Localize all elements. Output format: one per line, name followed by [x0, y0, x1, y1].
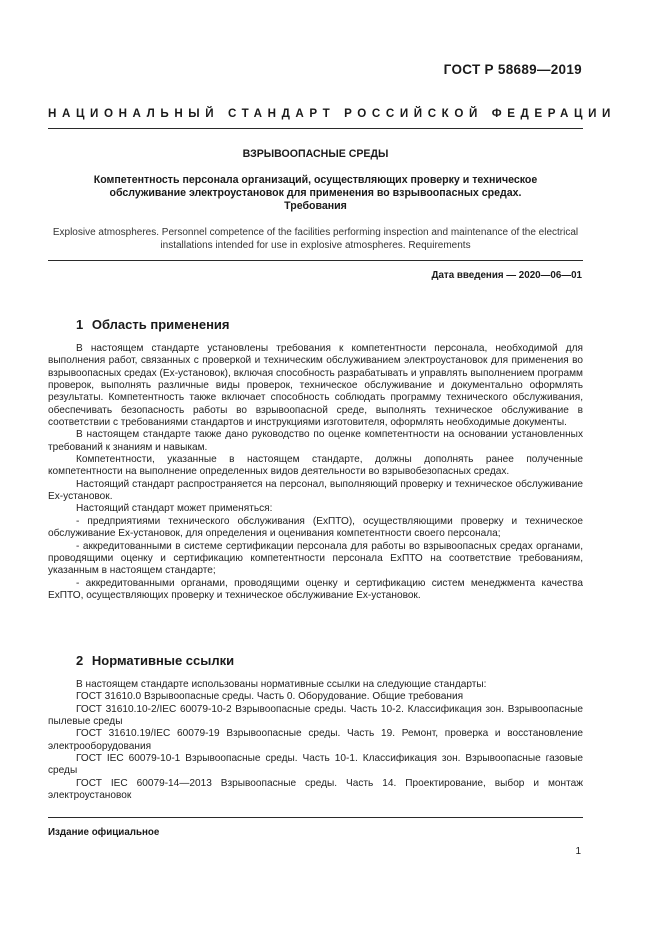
russian-title-line: Компетентность персонала организаций, осуществляющих проверку и техническое: [93, 174, 538, 186]
official-edition-label: Издание официальное: [48, 827, 160, 838]
reference-item: ГОСТ IEC 60079-10-1 Взрывоопасные среды. Часть 10-1. Классификация зон. Взрывоопасные газовые среды: [48, 753, 583, 777]
section-2-body: [48, 679, 583, 802]
header-rule: [48, 128, 583, 129]
reference-item: ГОСТ 31610.10-2/IEC 60079-10-2 Взрывоопасные среды. Часть 10-2. Классификация зон. Взрывоопасные пылевые среды: [48, 703, 583, 728]
paragraph: Настоящий стандарт может применяться:: [76, 503, 273, 515]
national-standard-heading: НАЦИОНАЛЬНЫЙ СТАНДАРТ РОССИЙСКОЙ ФЕДЕРАЦИИ: [48, 107, 616, 120]
english-title-line: installations intended for use in explosive atmospheres. Requirements: [160, 239, 471, 251]
russian-title-line: обслуживание электроустановок для применения во взрывоопасных средах.: [109, 187, 522, 200]
section-title: Область применения: [91, 317, 230, 332]
reference-item: ГОСТ IEC 60079-14—2013 Взрывоопасные среды. Часть 14. Проектирование, выбор и монтаж электроустановок: [48, 777, 583, 802]
page-number: 1: [575, 846, 581, 857]
paragraph: В настоящем стандарте использованы нормативные ссылки на следующие стандарты:: [76, 679, 487, 690]
standard-code: ГОСТ Р 58689—2019: [443, 62, 582, 77]
russian-title-line: Требования: [284, 200, 347, 213]
paragraph: В настоящем стандарте установлены требования к компетентности персонала, необходимой для выполнения работ, связанных с проверкой и техническим обслуживанием электроустановок для применения во взрывоопасных средах (Ex-установок), включая способность разрабатывать и управлять выполнением программ проверок, выполнять различные виды проверок, техническое обслуживание и документально оформлять результаты. Компетентность также включает способность соблюдать программу технического обслуживания, обеспечивать безопасность работы во взрывоопасной среде, выполнять техническое обслуживание в соответствии с требованиями стандартов и инструкциями изготовителя, оформлять необходимые документы.: [48, 343, 583, 429]
russian-title: [48, 174, 583, 214]
english-title: [48, 227, 583, 252]
section-1-body: [48, 343, 583, 602]
paragraph: Настоящий стандарт распространяется на персонал, выполняющий проверку и техническое обслуживание Ex-установок.: [48, 478, 583, 503]
introduction-date: Дата введения — 2020—06—01: [431, 270, 582, 281]
section-number: 1: [76, 317, 84, 332]
section-1-heading: [76, 317, 230, 332]
reference-item: ГОСТ 31610.0 Взрывоопасные среды. Часть 0. Оборудование. Общие требования: [76, 691, 464, 703]
footer-rule: [48, 817, 583, 818]
list-item: - аккредитованными органами, проводящими оценку и сертификацию систем менеджмента качества ExПТО, осуществляющих проверку и техническое обслуживание Ex-установок.: [48, 577, 583, 601]
list-item: - предприятиями технического обслуживания (ExПТО), осуществляющими проверку и техническое обслуживание Ex-установок, для определения и оценивания компетентности своего персонала;: [48, 515, 583, 540]
section-title: Нормативные ссылки: [91, 653, 235, 668]
list-item: - аккредитованными в системе сертификации персонала для работы во взрывоопасных средах органами, проводящими оценку и сертификацию компетентности персонала ExПТО на соответствие требованиям, указанным в настоящем стандарте;: [48, 540, 583, 577]
paragraph: В настоящем стандарте также дано руководство по оценке компетентности на основании установленных требований к знаниям и навыкам.: [48, 429, 583, 453]
title-rule: [48, 260, 583, 261]
section-2-heading: [76, 653, 234, 668]
category-title: ВЗРЫВООПАСНЫЕ СРЕДЫ: [242, 148, 389, 160]
paragraph: Компетентности, указанные в настоящем стандарте, должны дополнять ранее полученные компетентности на выполнение определенных видов деятельности во взрывобезопасных средах.: [48, 454, 583, 478]
section-number: 2: [76, 653, 84, 668]
english-title-line: Explosive atmospheres. Personnel competence of the facilities performing inspection and maintenance of the electrical: [52, 227, 579, 238]
reference-item: ГОСТ 31610.19/IEC 60079-19 Взрывоопасные среды. Часть 19. Ремонт, проверка и восстановление электрооборудования: [48, 728, 583, 752]
